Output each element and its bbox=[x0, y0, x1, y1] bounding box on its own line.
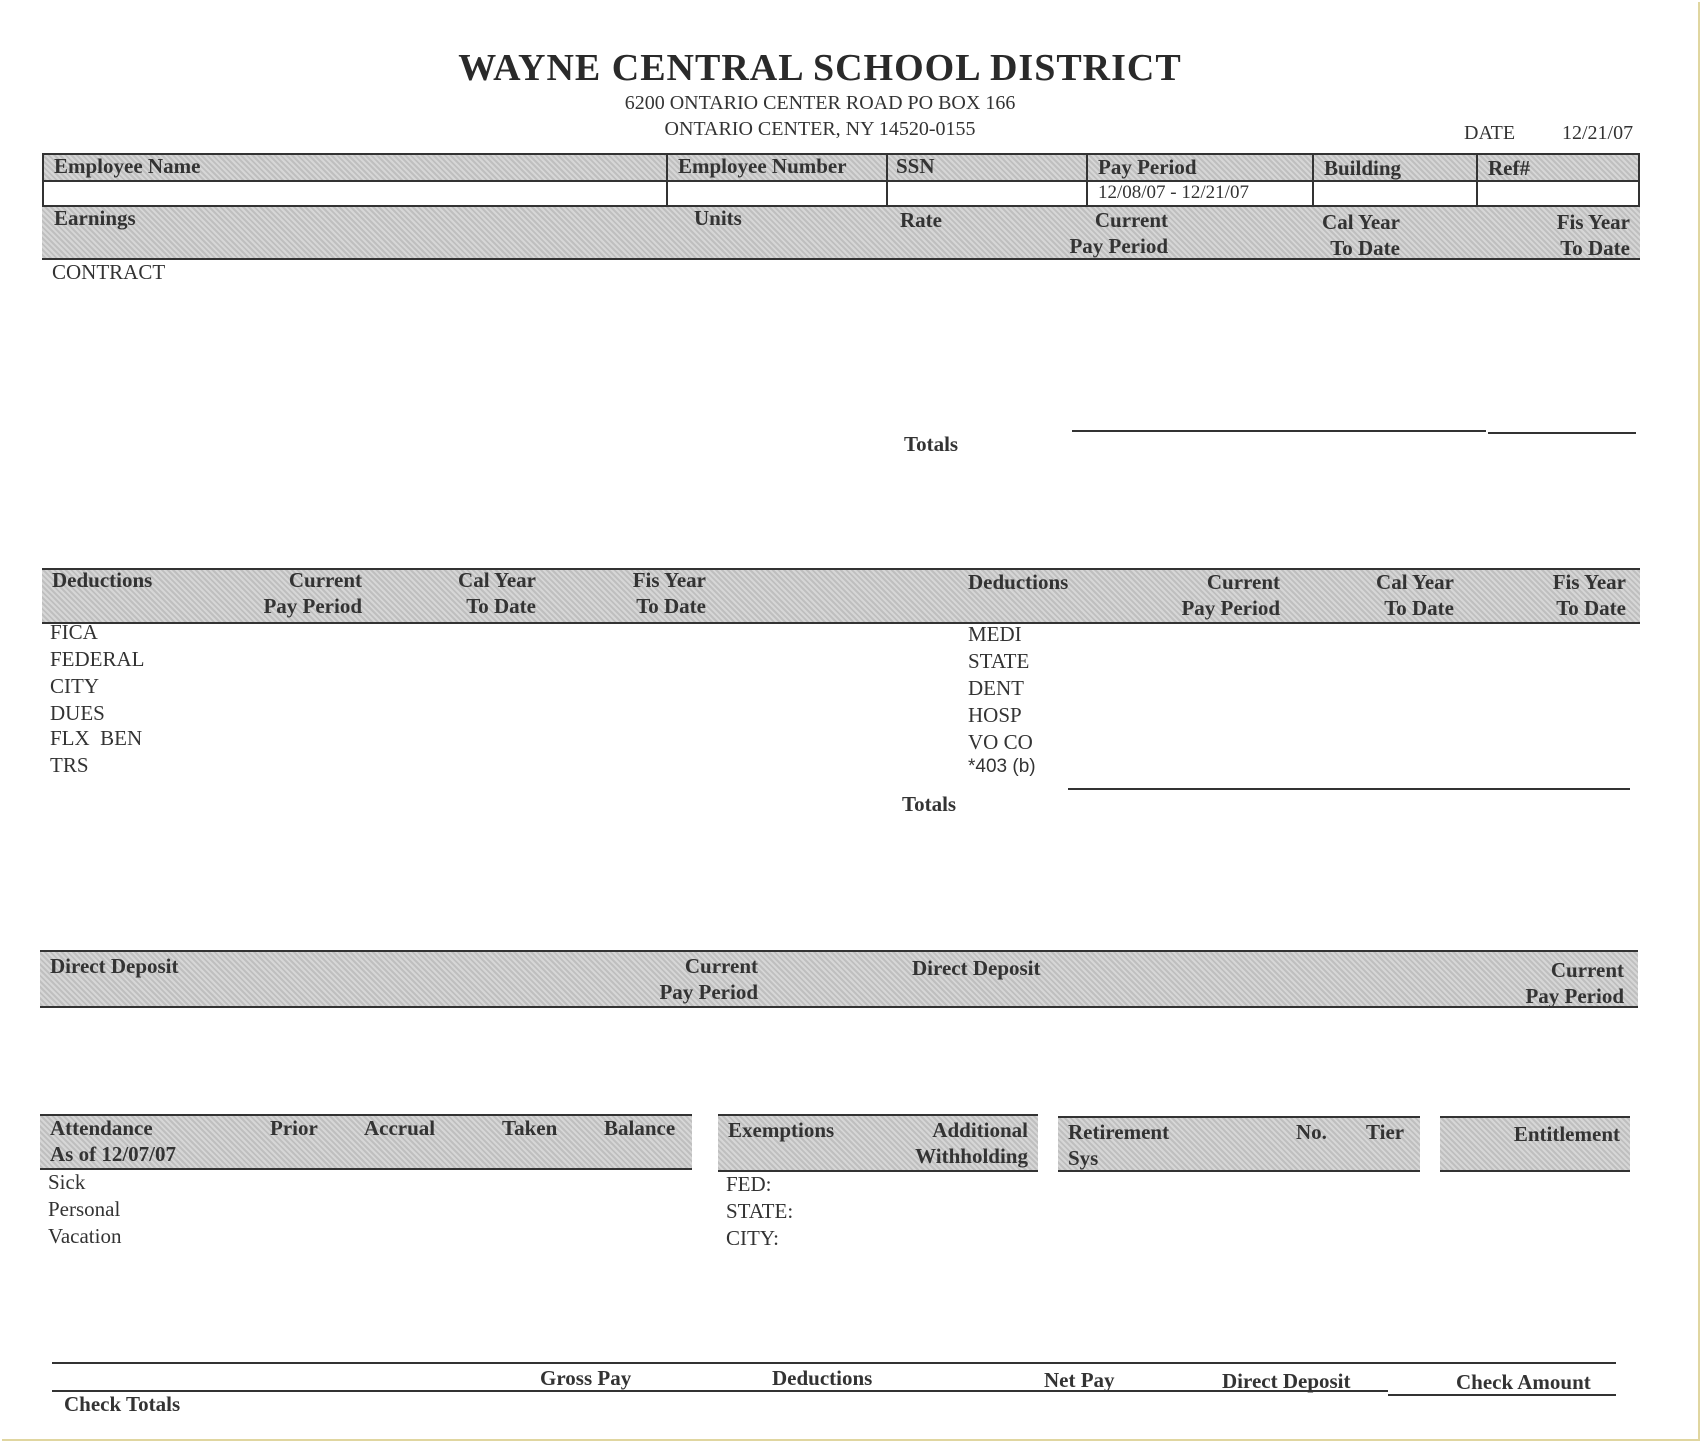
entitlement-bottom-rule bbox=[1440, 1170, 1630, 1172]
check-totals-label: Check Totals bbox=[64, 1392, 181, 1416]
earnings-header-shade bbox=[42, 207, 1640, 259]
deductions-label-right: Deductions bbox=[968, 570, 1069, 594]
direct-deposit-header-shade bbox=[40, 952, 1638, 1008]
exemption-item-city: CITY: bbox=[726, 1226, 779, 1250]
pay-period-value: 12/08/07 - 12/21/07 bbox=[1098, 182, 1249, 203]
ded-pay-period-right: Pay Period bbox=[1181, 596, 1280, 620]
deduction-item-hosp: HOSP bbox=[968, 703, 1022, 727]
dd-pay-period-left: Pay Period bbox=[659, 980, 758, 1004]
building-label: Building bbox=[1324, 156, 1402, 180]
withholding-label: Withholding bbox=[915, 1144, 1028, 1168]
earnings-totals-line bbox=[1488, 432, 1636, 434]
ded-pay-period-left: Pay Period bbox=[263, 594, 362, 618]
retirement-label: Retirement bbox=[1068, 1120, 1170, 1144]
pay-period-sub-label: Pay Period bbox=[1069, 234, 1168, 258]
attendance-balance-label: Balance bbox=[604, 1116, 676, 1140]
deduction-item-city: CITY bbox=[50, 674, 99, 698]
attendance-label: Attendance bbox=[50, 1116, 153, 1140]
deduction-item-medi: MEDI bbox=[968, 622, 1022, 646]
rate-label: Rate bbox=[900, 208, 942, 232]
cal-year-label: Cal Year bbox=[1322, 210, 1400, 234]
deduction-item-dent: DENT bbox=[968, 676, 1024, 700]
ded-fis-year-right: Fis Year bbox=[1552, 570, 1626, 594]
deductions-totals-label: Totals bbox=[902, 792, 957, 816]
attendance-item-personal: Personal bbox=[48, 1197, 121, 1221]
attendance-as-of-label: As of 12/07/07 bbox=[50, 1142, 176, 1166]
net-pay-label: Net Pay bbox=[1044, 1368, 1115, 1392]
ded-current-right: Current bbox=[1206, 570, 1280, 594]
address-line-1: 6200 ONTARIO CENTER ROAD PO BOX 166 bbox=[624, 92, 1016, 114]
earnings-totals-line bbox=[1072, 430, 1486, 432]
deductions-totals-line bbox=[1068, 788, 1630, 790]
current-label: Current bbox=[1094, 208, 1168, 232]
deduction-item-vo-co: VO CO bbox=[968, 730, 1033, 754]
deduction-item-403b: *403 (b) bbox=[968, 756, 1036, 777]
gross-pay-label: Gross Pay bbox=[540, 1366, 632, 1390]
direct-deposit-label-right: Direct Deposit bbox=[912, 956, 1041, 980]
fis-year-label: Fis Year bbox=[1556, 210, 1630, 234]
exemption-item-fed: FED: bbox=[726, 1172, 772, 1196]
earnings-row-contract: CONTRACT bbox=[52, 260, 166, 284]
dd-current-left: Current bbox=[684, 954, 758, 978]
deduction-item-flx-ben: FLX BEN bbox=[50, 726, 143, 750]
check-mid-rule bbox=[52, 1390, 1388, 1392]
ded-cal-year-left: Cal Year bbox=[458, 568, 536, 592]
dd-bottom-rule bbox=[40, 1006, 1638, 1008]
ded-current-left: Current bbox=[288, 568, 362, 592]
attendance-taken-label: Taken bbox=[502, 1116, 558, 1140]
employee-number-label: Employee Number bbox=[678, 154, 847, 178]
address-line-2: ONTARIO CENTER, NY 14520-0155 bbox=[664, 118, 976, 140]
ded-fis-to-date-left: To Date bbox=[636, 594, 706, 618]
ded-cal-year-right: Cal Year bbox=[1376, 570, 1454, 594]
info-col-sep bbox=[1086, 153, 1088, 207]
fis-to-date-label: To Date bbox=[1560, 236, 1630, 260]
deduction-item-state: STATE bbox=[968, 649, 1030, 673]
attendance-prior-label: Prior bbox=[270, 1116, 318, 1140]
check-direct-deposit-label: Direct Deposit bbox=[1222, 1369, 1351, 1393]
ded-cal-to-date-left: To Date bbox=[466, 594, 536, 618]
retirement-sys-label: Sys bbox=[1068, 1146, 1099, 1170]
ref-label: Ref# bbox=[1488, 156, 1530, 180]
dd-pay-period-right: Pay Period bbox=[1525, 984, 1624, 1008]
info-col-sep bbox=[1476, 153, 1478, 207]
cal-to-date-label: To Date bbox=[1330, 236, 1400, 260]
exemption-item-state: STATE: bbox=[726, 1199, 794, 1223]
additional-label: Additional bbox=[932, 1118, 1028, 1142]
deduction-item-dues: DUES bbox=[50, 701, 105, 725]
district-title: WAYNE CENTRAL SCHOOL DISTRICT bbox=[458, 47, 1182, 89]
retirement-bottom-rule bbox=[1058, 1170, 1420, 1172]
date-label: DATE bbox=[1464, 122, 1516, 144]
check-amount-label: Check Amount bbox=[1456, 1370, 1591, 1394]
attendance-item-vacation: Vacation bbox=[48, 1224, 122, 1248]
date-value: 12/21/07 bbox=[1562, 122, 1634, 144]
pay-period-label: Pay Period bbox=[1098, 155, 1197, 179]
attendance-accrual-label: Accrual bbox=[364, 1116, 436, 1140]
info-col-sep bbox=[886, 153, 888, 207]
dd-current-right: Current bbox=[1550, 958, 1624, 982]
attendance-item-sick: Sick bbox=[48, 1170, 86, 1194]
earnings-header-rule bbox=[42, 258, 1640, 260]
deductions-label-left: Deductions bbox=[52, 568, 153, 592]
units-label: Units bbox=[694, 206, 742, 230]
deduction-item-federal: FEDERAL bbox=[50, 647, 145, 671]
retirement-no-label: No. bbox=[1296, 1120, 1327, 1144]
entitlement-label: Entitlement bbox=[1513, 1122, 1620, 1146]
ssn-label: SSN bbox=[896, 154, 935, 178]
deduction-item-trs: TRS bbox=[50, 753, 89, 777]
direct-deposit-label-left: Direct Deposit bbox=[50, 954, 179, 978]
ded-cal-to-date-right: To Date bbox=[1384, 596, 1454, 620]
exemptions-label: Exemptions bbox=[728, 1118, 835, 1142]
info-col-sep bbox=[666, 153, 668, 207]
employee-name-label: Employee Name bbox=[54, 154, 201, 178]
ded-fis-year-left: Fis Year bbox=[632, 568, 706, 592]
deduction-item-fica: FICA bbox=[50, 620, 98, 644]
deductions-header-rule bbox=[42, 622, 1640, 624]
ded-fis-to-date-right: To Date bbox=[1556, 596, 1626, 620]
check-top-rule bbox=[52, 1362, 1616, 1364]
info-col-sep bbox=[1312, 153, 1314, 207]
attendance-bottom-rule bbox=[40, 1168, 692, 1170]
check-deductions-label: Deductions bbox=[772, 1366, 873, 1390]
retirement-tier-label: Tier bbox=[1366, 1120, 1405, 1144]
earnings-label: Earnings bbox=[54, 206, 136, 230]
earnings-totals-label: Totals bbox=[904, 432, 959, 456]
